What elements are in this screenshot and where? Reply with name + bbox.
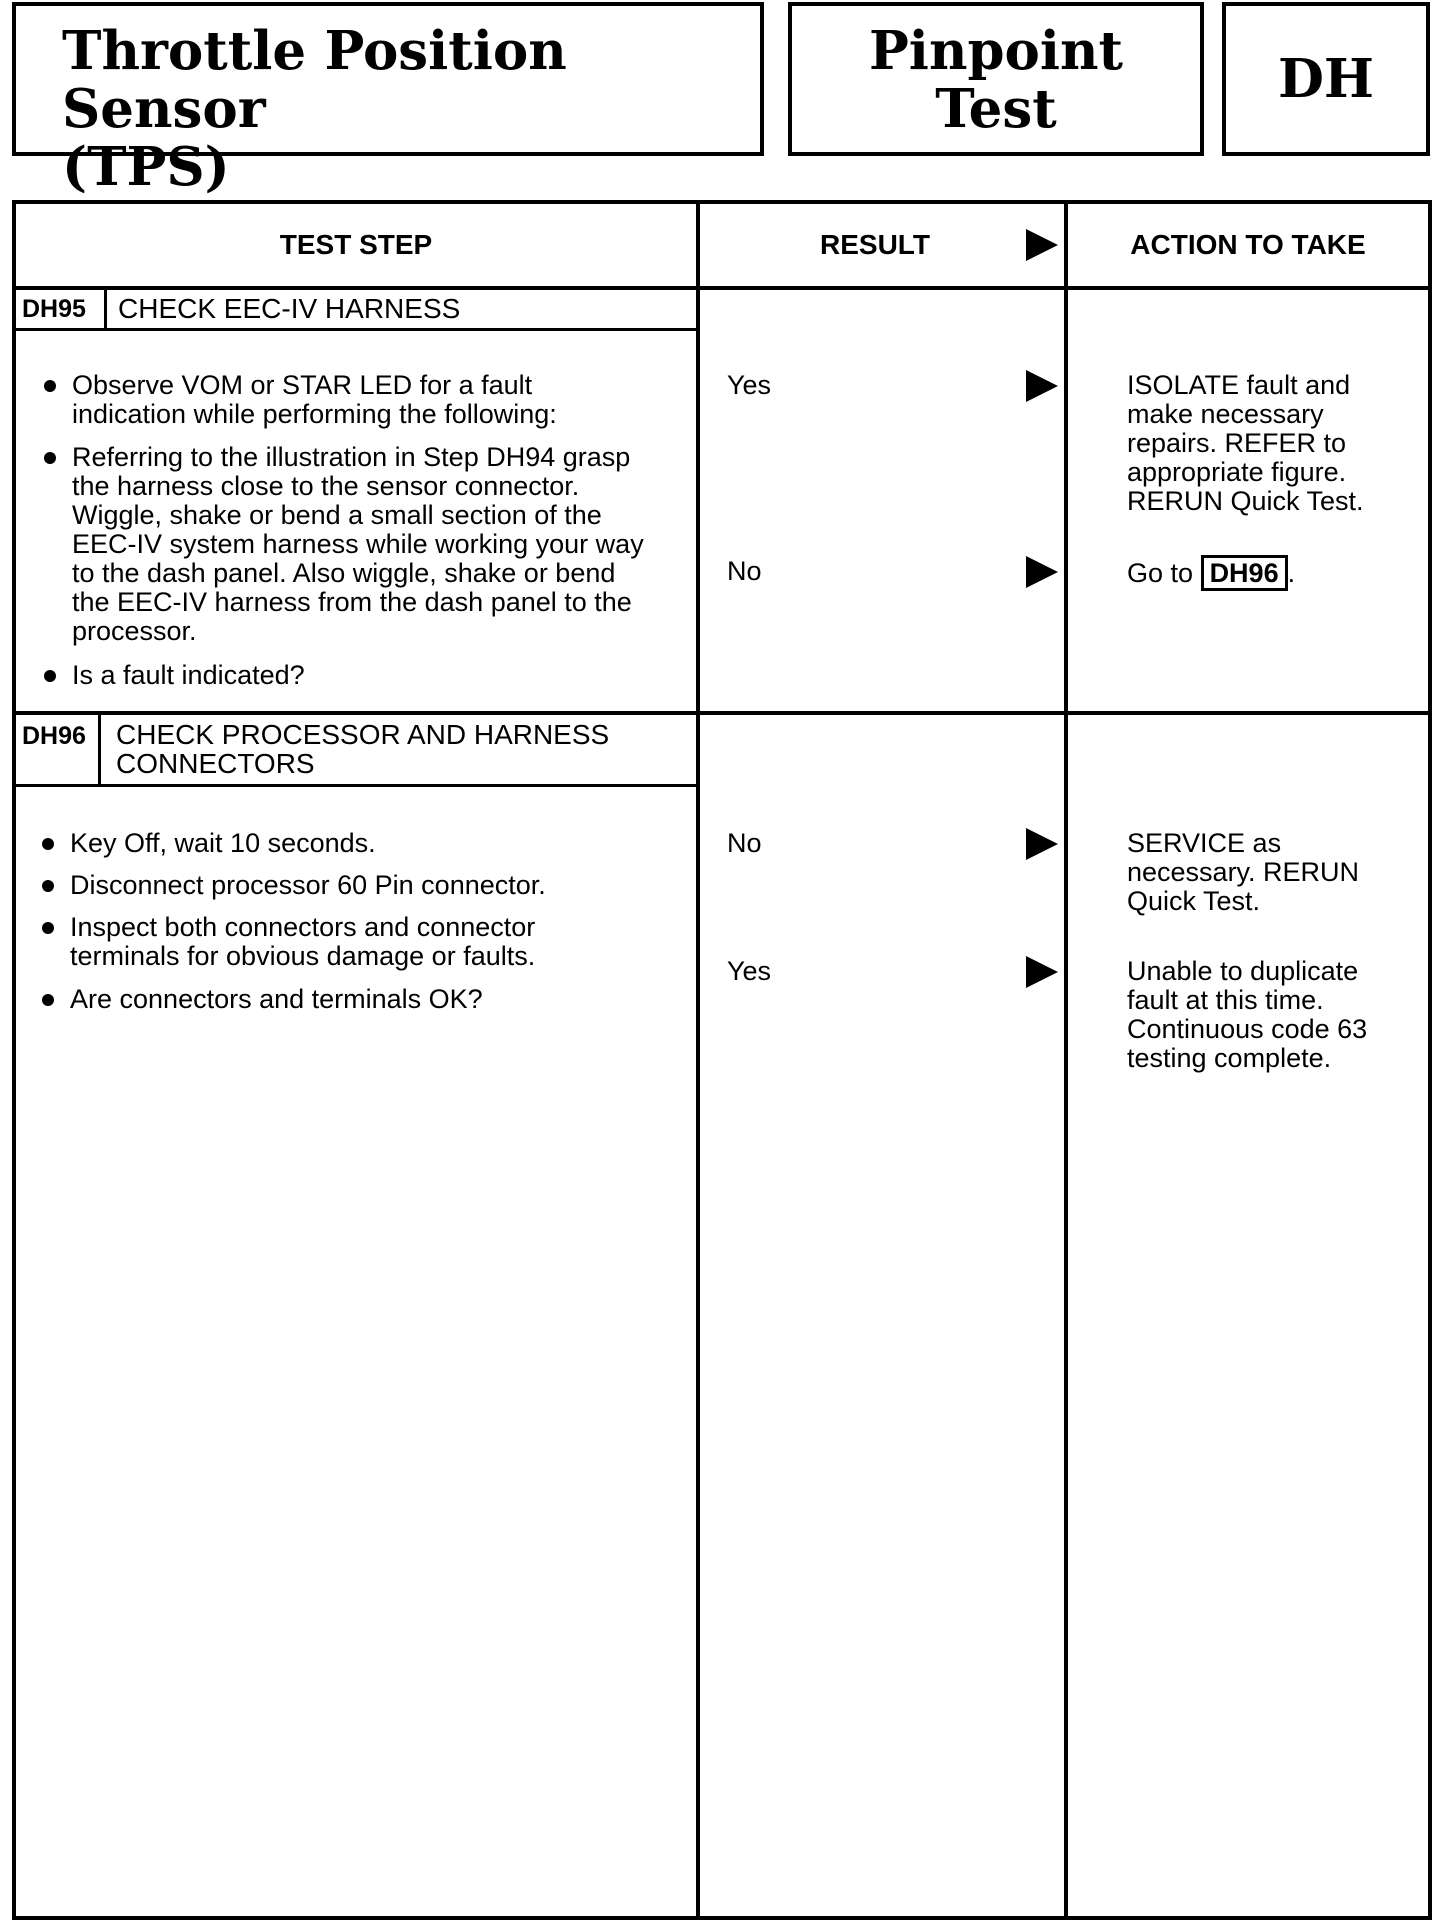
action-text-line: appropriate figure.: [1127, 457, 1347, 487]
bullet-text-line: the EEC-IV harness from the dash panel to the: [72, 587, 632, 617]
bullet-text-line: Wiggle, shake or bend a small section of the: [72, 500, 602, 530]
dh95-bullet-1: [72, 371, 557, 429]
pinpoint-title: [792, 22, 1200, 138]
dh95-result-yes: Yes: [727, 370, 772, 400]
action-text-line: Unable to duplicate: [1127, 956, 1359, 986]
step-reference-dh96[interactable]: DH96: [1201, 555, 1288, 591]
step-title-dh95: [118, 294, 460, 323]
step-title-dh96: [116, 720, 609, 778]
table-bottom-border: [12, 1916, 1432, 1920]
bullet-text-line: Is a fault indicated?: [72, 660, 305, 690]
column-header-action: ACTION TO TAKE: [1130, 229, 1366, 260]
arrow-icon: [1026, 556, 1058, 588]
column-divider-1: [696, 200, 700, 1920]
bullet-icon: [42, 994, 54, 1006]
bullet-text-line: Referring to the illustration in Step DH94 grasp: [72, 442, 631, 472]
action-text-line: fault at this time.: [1127, 985, 1324, 1015]
step-id-dh95: DH95: [22, 295, 86, 323]
goto-label: Go to: [1127, 558, 1194, 588]
column-divider-2: [1064, 200, 1068, 1920]
bullet-text-line: Disconnect processor 60 Pin connector.: [70, 870, 546, 900]
section-code: DH: [1277, 48, 1375, 110]
action-text-line: repairs. REFER to: [1127, 428, 1347, 458]
pinpoint-line-2: Test: [935, 78, 1057, 140]
dh96-result-yes: Yes: [727, 956, 772, 986]
arrow-icon: [1026, 956, 1058, 988]
step-row-divider: [12, 711, 1432, 715]
table-left-border: [12, 200, 16, 1920]
dh96-bullet-2: [70, 871, 546, 900]
table-right-border: [1428, 200, 1432, 1920]
action-text-line: necessary. RERUN: [1127, 857, 1360, 887]
bullet-icon: [44, 670, 56, 682]
bullet-text-line: indication while performing the following:: [72, 399, 557, 429]
table-top-border: [12, 200, 1432, 204]
bullet-text-line: the harness close to the sensor connector.: [72, 471, 580, 501]
header-row-divider: [12, 286, 1432, 290]
bullet-icon: [44, 380, 56, 392]
dh96-bullet-1: [70, 829, 376, 858]
bullet-icon: [42, 922, 54, 934]
bullet-text-line: Observe VOM or STAR LED for a fault: [72, 370, 533, 400]
bullet-text-line: to the dash panel. Also wiggle, shake or bend: [72, 558, 616, 588]
bullet-text-line: Are connectors and terminals OK?: [70, 984, 483, 1014]
action-text-line: make necessary: [1127, 399, 1324, 429]
goto-suffix: .: [1287, 558, 1296, 588]
bullet-icon: [42, 838, 54, 850]
step-title-line: CHECK EEC-IV HARNESS: [118, 293, 461, 324]
bullet-text-line: Inspect both connectors and connector: [70, 912, 536, 942]
code-box: [1222, 2, 1430, 156]
dh95-result-no: No: [727, 556, 762, 586]
title-line-1: Throttle Position Sensor: [62, 20, 567, 140]
column-header-result: RESULT: [820, 229, 930, 260]
dh96-id-divider: [98, 713, 101, 786]
dh95-bullet-2: [72, 443, 644, 646]
dh95-title-underline: [12, 328, 698, 331]
title-box: [12, 2, 764, 198]
arrow-icon: [1026, 828, 1058, 860]
action-text-line: testing complete.: [1127, 1043, 1332, 1073]
bullet-icon: [42, 880, 54, 892]
action-text-line: ISOLATE fault and: [1127, 370, 1351, 400]
title-line-2: (TPS): [62, 136, 230, 198]
pinpoint-box: [788, 2, 1204, 156]
bullet-text-line: Key Off, wait 10 seconds.: [70, 828, 376, 858]
dh96-bullet-4: [70, 985, 483, 1014]
action-text-line: Continuous code 63: [1127, 1014, 1368, 1044]
bullet-icon: [44, 452, 56, 464]
column-header-test-step: TEST STEP: [279, 229, 433, 260]
pinpoint-line-1: Pinpoint: [868, 20, 1124, 82]
bullet-text-line: terminals for obvious damage or faults.: [70, 941, 536, 971]
dh96-result-no: No: [727, 828, 762, 858]
arrow-icon: [1026, 370, 1058, 402]
step-title-line: CONNECTORS: [116, 748, 315, 779]
action-text-line: RERUN Quick Test.: [1127, 486, 1364, 516]
action-text-line: Quick Test.: [1127, 886, 1261, 916]
dh95-action-no: [1127, 555, 1295, 591]
page-title: [62, 22, 760, 196]
arrow-icon: [1026, 229, 1058, 261]
action-text-line: SERVICE as: [1127, 828, 1282, 858]
dh95-bullet-3: [72, 661, 305, 690]
dh95-action-yes: [1127, 371, 1364, 516]
step-title-line: CHECK PROCESSOR AND HARNESS: [116, 719, 610, 750]
dh95-id-divider: [104, 288, 107, 330]
dh96-bullet-3: [70, 913, 535, 971]
dh96-action-no: [1127, 829, 1359, 916]
dh96-title-underline: [12, 784, 698, 787]
bullet-text-line: EEC-IV system harness while working your way: [72, 529, 644, 559]
step-id-dh96: DH96: [22, 722, 86, 750]
dh96-action-yes: [1127, 957, 1367, 1073]
bullet-text-line: processor.: [72, 616, 197, 646]
